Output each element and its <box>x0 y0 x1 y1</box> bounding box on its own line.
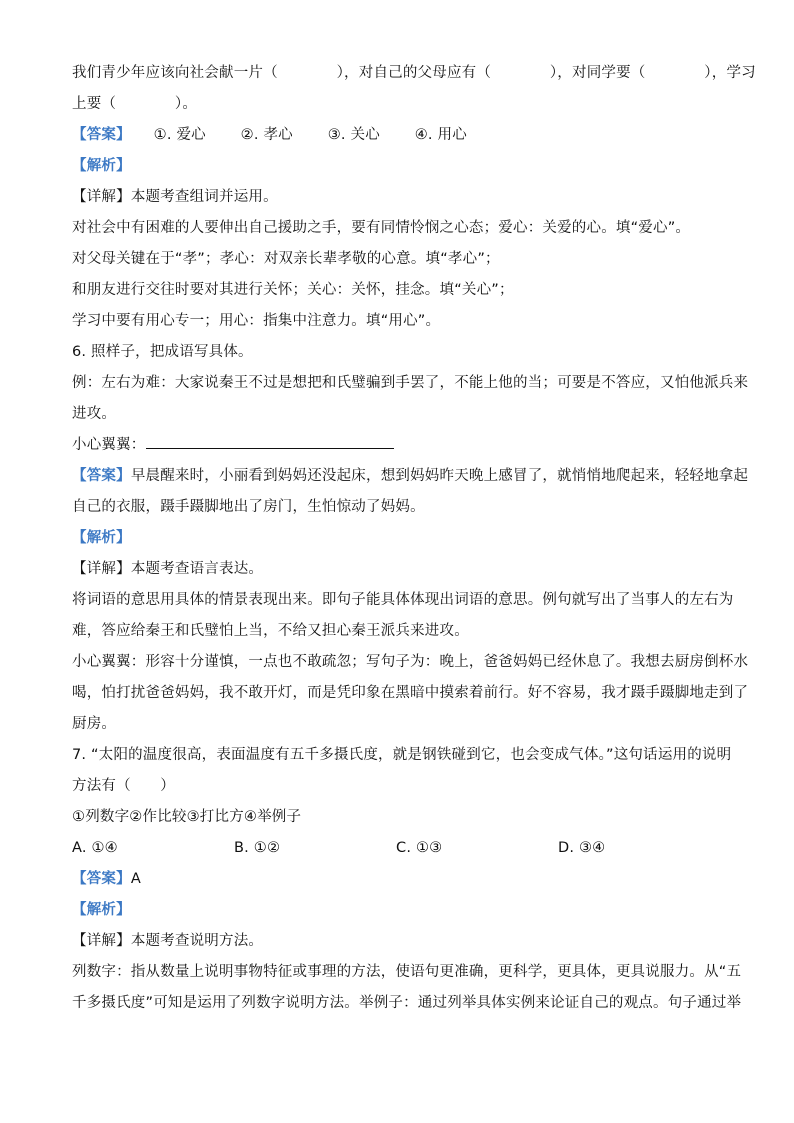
detail-text: 本题考查说明方法。 <box>130 933 264 949</box>
document-page <box>72 58 756 1019</box>
analysis-tag: 【解析】 <box>72 902 131 918</box>
answer-3: ③. 关心 <box>327 127 380 143</box>
q5-detail <box>72 182 724 213</box>
q7-detail <box>72 926 724 957</box>
q6-answer-2: 自己的衣服，蹑手蹑脚地出了房门，生怕惊动了妈妈。 <box>72 499 425 515</box>
choice-d: D. ③④ <box>558 840 606 856</box>
q6-explanation-1: 将词语的意思用具体的情景表现出来。即句子能具体体现出词语的意思。例句就写出了当事人的左右为 <box>72 592 734 608</box>
detail-tag: 【详解】 <box>72 933 131 949</box>
q6-blank-row <box>72 430 724 461</box>
q7-choices <box>72 833 724 864</box>
q5-explanation-2: 对父母关键在于“孝”；孝心：对双亲长辈孝敬的心意。填“孝心”； <box>72 251 500 267</box>
q5-line-2: 上要（ ）。 <box>72 96 198 112</box>
q6-explanation-4: 喝，怕打扰爸爸妈妈，我不敢开灯，而是凭印象在黑暗中摸索着前行。好不容易，我才蹑手蹑脚地走到了 <box>72 685 749 701</box>
answer-tag: 【答案】 <box>72 468 131 484</box>
q5-line-1: 我们青少年应该向社会献一片（ ），对自己的父母应有（ ），对同学要（ ），学习 <box>72 65 756 81</box>
q7-explanation-1: 列数字：指从数量上说明事物特征或事理的方法，使语句更准确，更科学，更具体，更具说服力。从“五 <box>72 964 742 980</box>
answer-4: ④. 用心 <box>414 127 467 143</box>
q5-explanation-4: 学习中要有用心专一；用心：指集中注意力。填“用心”。 <box>72 313 441 329</box>
answer-text: A <box>130 871 141 887</box>
q5-explanation-3: 和朋友进行交往时要对其进行关怀；关心：关怀，挂念。填“关心”； <box>72 282 514 298</box>
answer-blank-line <box>146 432 394 449</box>
q6-explanation-3: 小心翼翼：形容十分谨慎，一点也不敢疏忽；写句子为：晚上，爸爸妈妈已经休息了。我想去厨房倒杯水 <box>72 654 749 670</box>
detail-text: 本题考查组词并运用。 <box>130 189 278 205</box>
detail-tag: 【详解】 <box>72 189 131 205</box>
q7-answer <box>72 864 724 895</box>
q7-title-1: 7. “太阳的温度很高，表面温度有五千多摄氏度，就是钢铁碰到它，也会变成气体。”这句话运用的说明 <box>72 747 732 763</box>
choice-c: C. ①③ <box>396 840 443 856</box>
q6-explanation-2: 难，答应给秦王和氏璧怕上当，不给又担心秦王派兵来进攻。 <box>72 623 469 639</box>
answer-1: ①. 爱心 <box>153 127 206 143</box>
q6-answer-1 <box>72 461 749 492</box>
q6-example-1: 例：左右为难：大家说秦王不过是想把和氏璧骗到手罢了，不能上他的当；可要是不答应，又怕他派兵来 <box>72 375 749 391</box>
choice-b: B. ①② <box>234 840 281 856</box>
analysis-tag: 【解析】 <box>72 530 131 546</box>
q6-example-2: 进攻。 <box>72 406 117 422</box>
q5-explanation-1: 对社会中有困难的人要伸出自己援助之手，要有同情怜悯之心态；爱心：关爱的心。填“爱心”。 <box>72 220 691 236</box>
q7-title-2: 方法有（ ） <box>72 778 175 794</box>
q7-explanation-2: 千多摄氏度”可知是运用了列数字说明方法。举例子：通过列举具体实例来论证自己的观点。句子通过举 <box>72 995 742 1011</box>
answer-tag: 【答案】 <box>72 127 131 143</box>
q6-detail <box>72 554 724 585</box>
q6-title: 6. 照样子，把成语写具体。 <box>72 344 253 360</box>
q7-methods: ①列数字②作比较③打比方④举例子 <box>72 809 302 825</box>
answer-tag: 【答案】 <box>72 871 131 887</box>
answer-text: 早晨醒来时，小丽看到妈妈还没起床，想到妈妈昨天晚上感冒了，就悄悄地爬起来，轻轻地拿起 <box>130 468 749 484</box>
detail-text: 本题考查语言表达。 <box>130 561 264 577</box>
q6-explanation-5: 厨房。 <box>72 716 117 732</box>
answer-2: ②. 孝心 <box>240 127 293 143</box>
analysis-tag: 【解析】 <box>72 158 131 174</box>
detail-tag: 【详解】 <box>72 561 131 577</box>
choice-a: A. ①④ <box>72 840 118 856</box>
blank-label: 小心翼翼： <box>72 437 146 453</box>
q5-answer-row <box>72 120 724 151</box>
